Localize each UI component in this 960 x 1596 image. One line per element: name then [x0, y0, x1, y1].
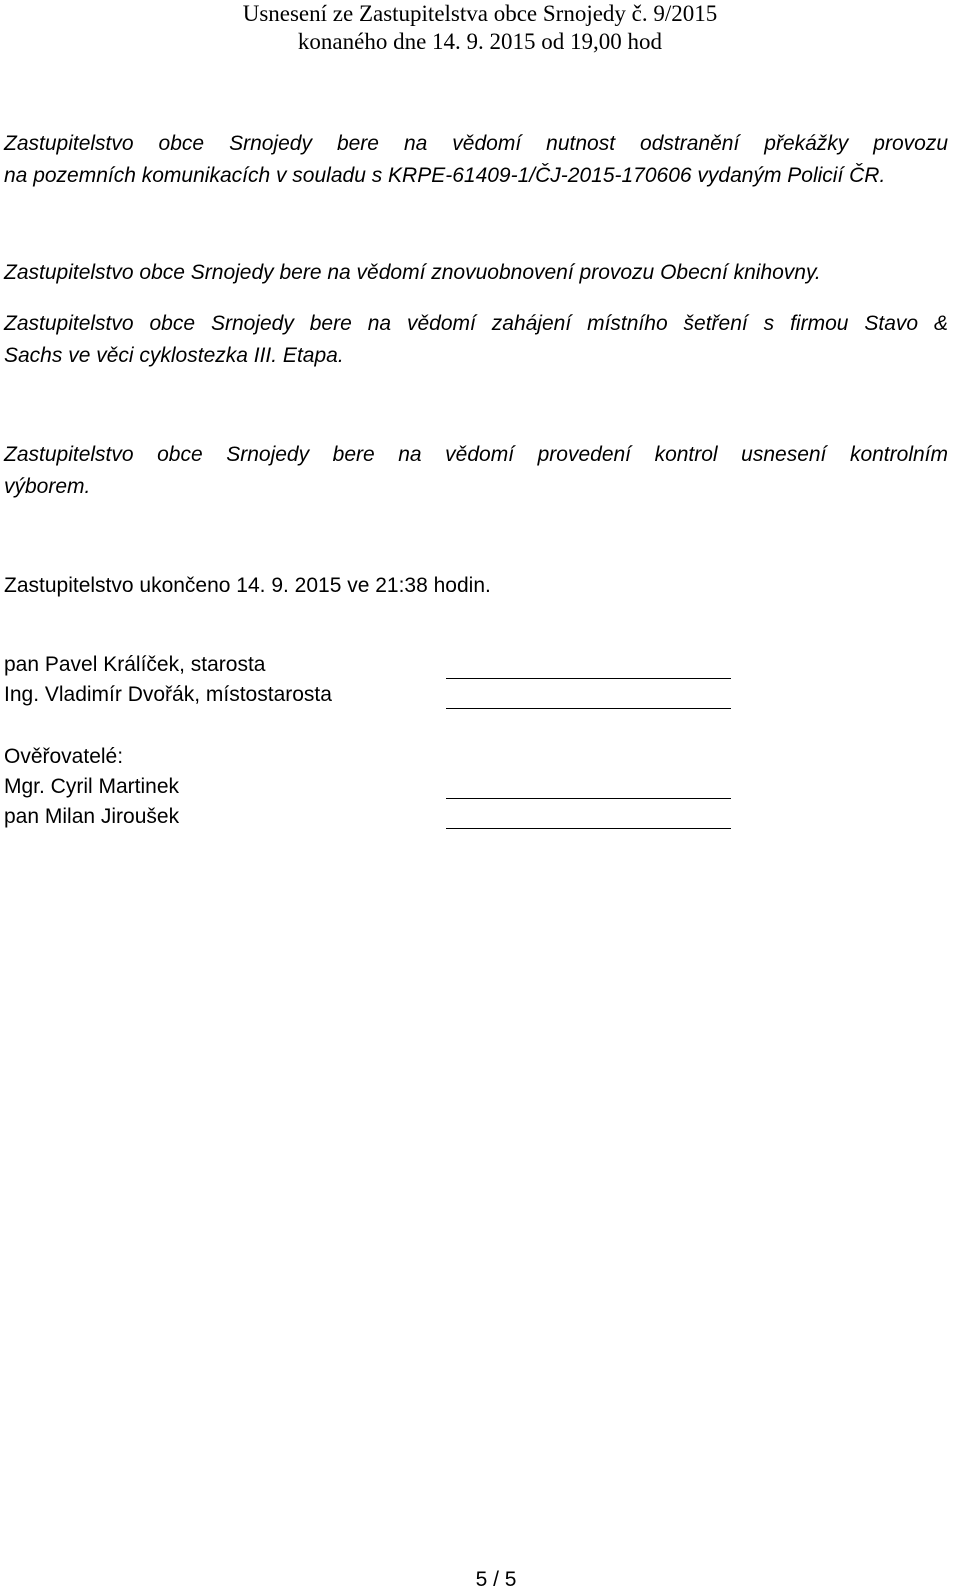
signature-line-verifier-1 [446, 798, 731, 799]
verifier-2: pan Milan Jiroušek [4, 805, 180, 828]
signatory-deputy-mayor: Ing. Vladimír Dvořák, místostarosta [4, 683, 332, 706]
resolution-4 [4, 439, 948, 503]
resolution-4-line-2: výborem. [4, 475, 91, 498]
resolution-3-line-2: Sachs ve věci cyklostezka III. Etapa. [4, 344, 344, 367]
verifiers-label: Ověřovatelé: [4, 745, 124, 768]
document-header [0, 0, 960, 56]
signature-line-verifier-2 [446, 828, 731, 829]
page-number: 5 / 5 [475, 1568, 517, 1591]
resolution-1-line-1: Zastupitelstvo obce Srnojedy bere na vědomí nutnost odstranění překážky provozu [4, 132, 948, 155]
header-date: konaného dne 14. 9. 2015 od 19,00 hod [297, 29, 663, 54]
resolution-2 [4, 257, 948, 289]
signature-line-deputy-mayor [446, 708, 731, 709]
resolution-4-line-1: Zastupitelstvo obce Srnojedy bere na vědomí provedení kontrol usnesení kontrolním [4, 443, 948, 466]
resolution-3-line-1: Zastupitelstvo obce Srnojedy bere na vědomí zahájení místního šetření s firmou Stavo & [4, 312, 948, 335]
closing-statement: Zastupitelstvo ukončeno 14. 9. 2015 ve 21:38 hodin. [4, 574, 491, 597]
signature-line-mayor [446, 678, 731, 679]
header-title: Usnesení ze Zastupitelstva obce Srnojedy č. 9/2015 [242, 1, 718, 26]
page-footer [0, 1567, 960, 1593]
resolution-1 [4, 128, 948, 192]
resolution-2-line-1: Zastupitelstvo obce Srnojedy bere na vědomí znovuobnovení provozu Obecní knihovny. [4, 261, 821, 284]
resolution-1-line-2: na pozemních komunikacích v souladu s KRPE-61409-1/ČJ-2015-170606 vydaným Policií ČR. [4, 164, 886, 187]
signatory-mayor: pan Pavel Králíček, starosta [4, 653, 266, 676]
verifier-1: Mgr. Cyril Martinek [4, 775, 180, 798]
resolution-3 [4, 308, 948, 372]
